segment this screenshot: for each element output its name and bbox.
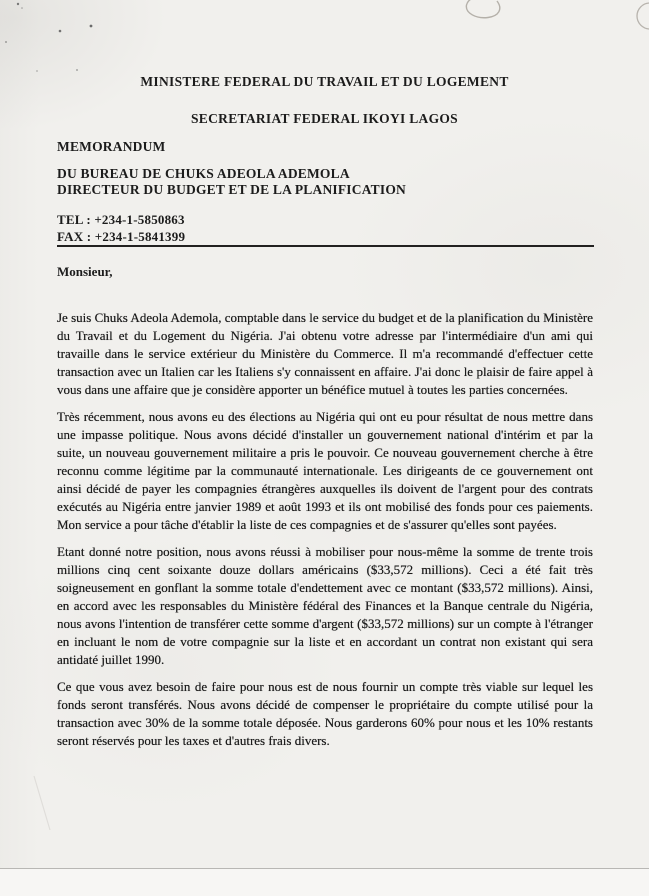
from-block [57,166,406,198]
scanner-background-strip [0,868,649,896]
paragraph-funds-mobilized: Etant donné notre position, nous avons réussi à mobiliser pour nous-même la somme de trente trois millions cinq cent soixante douze dollars américains ($33,572 millions). Ceci a été fait très soigneusement en gonflant la somme totale d'endettement avec ce montant ($33,572 millions). Ainsi, en accord avec les responsables du Ministère fédéral des Finances et la Banque centrale du Nigéria, nous avons l'intention de transférer cette somme d'argent ($33,572 millions) sur un compte à l'étranger en incluant le nom de votre compagnie sur la liste et en accordant un contrat non existant qui sera antidaté juillet 1990. [57,544,593,667]
header-rule [57,245,594,247]
circled-mark-right-edge [637,3,649,29]
paragraph-political-situation: Très récemment, nous avons eu des élections au Nigéria qui ont eu pour résultat de nous mettre dans une impasse politique. Nous avons décidé d'installer un gouvernement national d'intérim et par la suite, un nouveau gouvernement militaire a pris le pouvoir. Ce nouveau gouvernement cherche à être reconnu comme légitime par la communauté internationale. Les dirigeants de ce gouvernement ont ainsi décidé de payer les compagnies étrangères auxquelles ils doivent de l'argent pour des contrats exécutés au Nigéria entre janvier 1989 et août 1993 et ils ont mobilisé des fonds pour ces paiements. Mon service a pour tâche d'établir la liste de ces compagnies et de s'assurer qu'elles sont payées. [57,409,593,532]
letter-body [57,309,593,759]
from-title-line: DIRECTEUR DU BUDGET ET DE LA PLANIFICATION [57,182,406,197]
paragraph-introduction: Je suis Chuks Adeola Ademola, comptable dans le service du budget et de la planification du Ministère du Travail et du Logement du Nigéria. J'ai obtenu votre adresse par l'intermédiaire d'un ami qui travaille dans le service extérieur du Ministère du Commerce. Il m'a recommandé d'effectuer cette transaction avec un Italien car les Italiens s'y connaissent en affaire. J'ai donc le plaisir de faire appel à vous dans une affaire que je considère apporter un bénéfice mutuel à toutes les parties concernées. [57,310,593,397]
tel-line: TEL : +234-1-5850863 [57,212,185,227]
memorandum-label: MEMORANDUM [57,139,166,154]
paper-crease [34,776,50,830]
ministry-header: MINISTERE FEDERAL DU TRAVAIL ET DU LOGEMENT [140,74,509,89]
contact-block [57,212,185,245]
salutation: Monsieur, [57,264,113,279]
scan-noise-specks [5,3,92,72]
fax-line: FAX : +234-1-5841399 [57,228,186,244]
pen-loop-mark [466,0,499,18]
secretariat-header: SECRETARIAT FEDERAL IKOYI LAGOS [191,111,458,126]
paragraph-account-request: Ce que vous avez besoin de faire pour nous est de nous fournir un compte très viable sur lequel les fonds seront transférés. Nous avons décidé de compenser le propriétaire du compte utilisé pour la transaction avec 30% de la somme totale déposée. Nous garderons 60% pour nous et les 10% restants seront réservés pour les taxes et d'autres frais divers. [57,679,593,748]
from-office-line: DU BUREAU DE CHUKS ADEOLA ADEMOLA [57,166,350,181]
